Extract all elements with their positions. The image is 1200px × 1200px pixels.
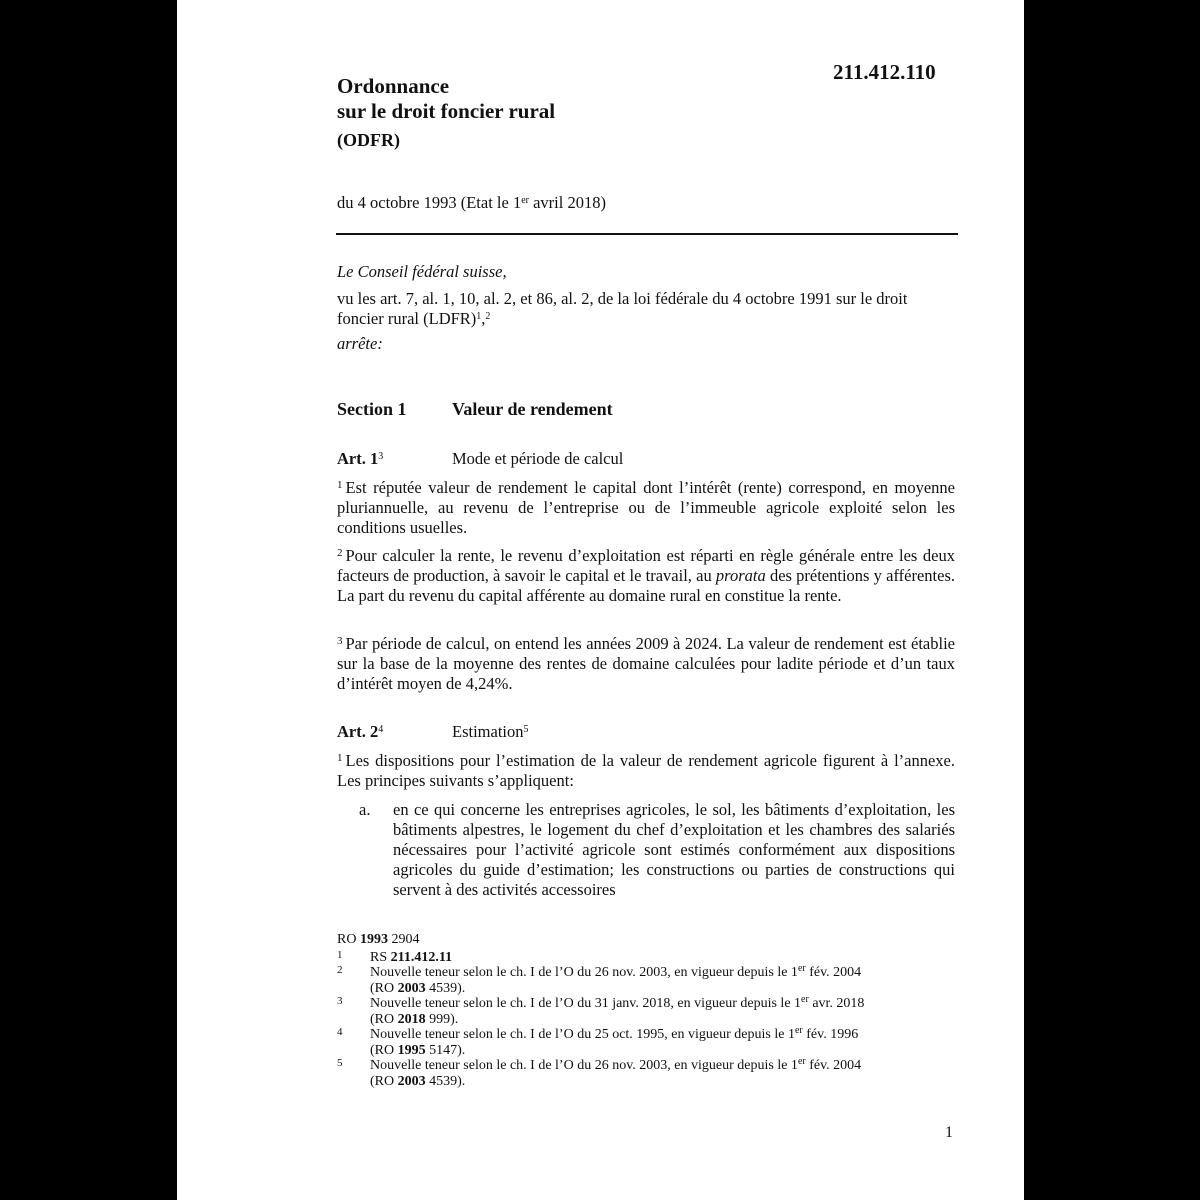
paragraph-number: 3 <box>337 635 343 647</box>
paragraph-text: Est réputée valeur de rendement le capital dont l’intérêt (rente) correspond, en moyenne pluriannuelle, au revenu de l’entreprise ou de l’immeuble agricole exploité selon les conditions usuelles. <box>337 478 955 537</box>
paragraph-italic: prorata <box>715 566 766 585</box>
footnote-ro-page: 5147). <box>425 1042 466 1058</box>
footnote-ro-year: 2003 <box>397 1073 426 1089</box>
source-page: 2904 <box>387 932 420 947</box>
footnote-ref-2[interactable]: 2 <box>485 311 491 322</box>
article-1-paragraph-1 <box>337 478 955 538</box>
date-line <box>337 193 606 213</box>
footnote-ro-year: 1995 <box>397 1042 426 1058</box>
title-abbreviation: (ODFR) <box>337 130 400 150</box>
footnote-text: Nouvelle teneur selon le ch. I de l’O du 31 janv. 2018, en vigueur depuis le 1 <box>370 996 802 1011</box>
footnote-ro-year: 2018 <box>397 1011 426 1027</box>
section-heading <box>337 399 613 420</box>
footnote-4 <box>337 1027 957 1058</box>
preamble-recital <box>337 289 957 329</box>
footnote-ref-5[interactable]: 5 <box>523 724 529 735</box>
footnote-ref-4[interactable]: 4 <box>378 724 384 735</box>
footnote-text: RS <box>370 949 391 965</box>
header-divider <box>336 233 958 235</box>
document-page <box>177 0 1024 1200</box>
paragraph-text: Par période de calcul, on entend les années 2009 à 2024. La valeur de rendement est établie sur la base de la moyenne des rentes de domaine calculées pour ladite période et d’un taux d’intérêt moyen de 4,24%. <box>337 634 955 693</box>
sr-number: 211.412.110 <box>833 60 936 84</box>
article-number: Art. 2 <box>337 722 379 741</box>
date-suffix: avril 2018) <box>528 193 606 212</box>
paragraph-text: Les dispositions pour l’estimation de la valeur de rendement agricole figurent à l’annexe. Les principes suivants s’appliquent: <box>337 751 955 790</box>
footnote-ref-3[interactable]: 3 <box>378 451 384 462</box>
footnote-ro-year: 2003 <box>397 980 426 996</box>
article-title <box>452 722 529 742</box>
footnote-source <box>337 932 957 948</box>
list-item-text: en ce qui concerne les entreprises agricoles, le sol, les bâtiments d’exploitation, les bâtiments alpestres, le logement du chef d’exploitation et les chambres des salariés nécessaires pour l’activité agricole sont estimés conformément aux dispositions agricoles du guide d’estimation; les constructions ou parties de constructions qui servent à des activités accessoires <box>393 800 955 899</box>
article-2-paragraph-1 <box>337 751 955 791</box>
footnote-sup: er <box>797 1056 806 1067</box>
paragraph-text: Pour calculer la rente, le revenu d’exploitation est réparti en règle générale entre les deux facteurs de production, à savoir le capital et le travail, au <box>337 546 955 585</box>
footnote-number: 2 <box>337 964 343 976</box>
footnote-ro: (RO <box>370 1011 398 1027</box>
footnote-sup: er <box>797 963 806 974</box>
source-year: 1993 <box>359 932 388 947</box>
footnote-text-cont: avr. 2018 <box>808 996 865 1011</box>
section-label: Section 1 <box>337 399 407 419</box>
footnote-text: Nouvelle teneur selon le ch. I de l’O du 26 nov. 2003, en vigueur depuis le 1 <box>370 965 798 980</box>
paragraph-text-cont: des prétentions y afférentes. La part du revenu du capital afférente au domaine rural en constitue la rente. <box>337 566 955 605</box>
footnote-text-cont: fév. 2004 <box>805 965 862 980</box>
article-1-paragraph-3 <box>337 634 955 694</box>
footnote-number: 5 <box>337 1057 343 1069</box>
date-sup: er <box>521 195 529 206</box>
footnote-sup: er <box>801 994 809 1005</box>
list-letter: a. <box>359 800 371 819</box>
footnote-number: 3 <box>337 995 343 1007</box>
footnote-text: Nouvelle teneur selon le ch. I de l’O du 26 nov. 2003, en vigueur depuis le 1 <box>370 1058 798 1073</box>
footnotes <box>337 932 957 1089</box>
article-title-text: Estimation <box>452 722 524 741</box>
footnote-text-cont: fév. 2004 <box>805 1058 862 1073</box>
footnote-1 <box>337 950 957 966</box>
article-1-heading <box>337 449 957 469</box>
article-number: Art. 1 <box>337 449 379 468</box>
source-prefix: RO <box>337 932 360 947</box>
date-prefix: du 4 octobre 1993 (Etat le 1 <box>337 193 522 212</box>
footnote-2 <box>337 965 957 996</box>
footnote-bold: 211.412.11 <box>390 949 453 965</box>
footnote-number: 4 <box>337 1026 343 1038</box>
document-title <box>337 74 555 153</box>
paragraph-number: 2 <box>337 547 343 559</box>
preamble-authority: Le Conseil fédéral suisse, <box>337 262 507 281</box>
footnote-ref-1[interactable]: 1 <box>476 311 482 322</box>
footnote-5 <box>337 1058 957 1089</box>
footnote-ro: (RO <box>370 1042 398 1058</box>
footnote-ro-page: 4539). <box>425 1073 466 1089</box>
footnote-number: 1 <box>337 948 343 961</box>
preamble <box>337 262 957 354</box>
recital-sep: , <box>481 309 486 328</box>
page-number: 1 <box>945 1124 953 1141</box>
paragraph-number: 1 <box>337 752 343 764</box>
article-2-heading <box>337 722 957 742</box>
footnote-ro-page: 999). <box>425 1011 459 1027</box>
footnote-ro-page: 4539). <box>425 980 466 996</box>
title-line-1: Ordonnance <box>337 74 450 98</box>
title-line-2: sur le droit foncier rural <box>337 99 556 123</box>
paragraph-number: 1 <box>337 479 343 491</box>
footnote-sup: er <box>794 1025 803 1036</box>
preamble-decree: arrête: <box>337 334 383 353</box>
footnote-3 <box>337 996 957 1027</box>
article-title: Mode et période de calcul <box>452 449 624 468</box>
footnote-ro: (RO <box>370 980 398 996</box>
footnote-text: Nouvelle teneur selon le ch. I de l’O du 25 oct. 1995, en vigueur depuis le 1 <box>370 1027 795 1042</box>
footnote-text-cont: fév. 1996 <box>802 1027 859 1042</box>
section-title: Valeur de rendement <box>452 399 613 419</box>
recital-text: vu les art. 7, al. 1, 10, al. 2, et 86, al. 2, de la loi fédérale du 4 octobre 1991 sur le droit foncier rural (LDFR) <box>337 289 908 328</box>
article-2-list-item-a <box>337 800 955 900</box>
footnote-ro: (RO <box>370 1073 398 1089</box>
article-1-paragraph-2 <box>337 546 955 606</box>
